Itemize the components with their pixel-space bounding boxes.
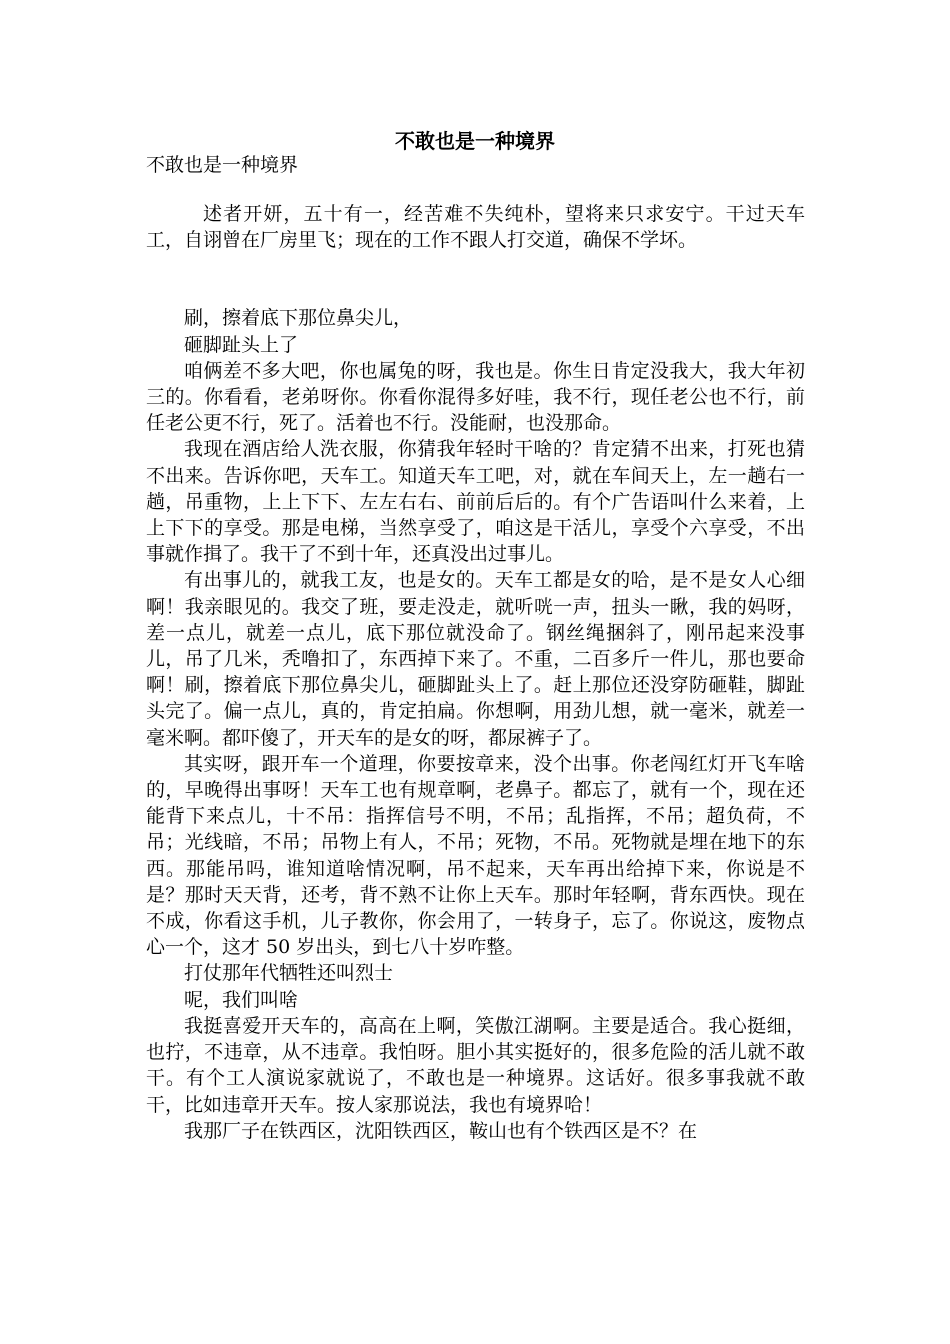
- body-paragraph: 其实呀，跟开车一个道理，你要按章来，没个出事。你老闯红灯开飞车啥的，早晚得出事呀！天车工也有规章啊，老鼻子。都忘了，就有一个，现在还能背下来点儿，十不吊：指挥信号不明，不吊；乱指挥，不吊；超负荷，不吊；光线暗，不吊；吊物上有人，不吊；死物，不吊。死物就是埋在地下的东西。那能吊吗，谁知道啥情况啊，吊不起来，天车再出给掉下来，你说是不是？那时天天背，还考，背不熟不让你上天车。那时年轻啊，背东西快。现在不成，你看这手机，儿子教你，你会用了，一转身子，忘了。你说这，废物点心一个，这才 50 岁出头，到七八十岁咋整。: [146, 752, 805, 959]
- body-paragraph: 刷，擦着底下那位鼻尖儿，: [184, 307, 413, 330]
- body-paragraph: 打仗那年代牺牲还叫烈士: [184, 962, 394, 985]
- document-title: 不敢也是一种境界: [395, 129, 555, 153]
- body-paragraph: 咱俩差不多大吧，你也属兔的呀，我也是。你生日肯定没我大，我大年初三的。你看看，老弟呀你。你看你混得多好哇，我不行，现任老公也不行，前任老公更不行，死了。活着也不行。没能耐，也没那命。: [146, 359, 805, 435]
- paragraph-gap: [146, 253, 805, 305]
- body-paragraph: 我现在酒店给人洗衣服，你猜我年轻时干啥的？肯定猜不出来，打死也猜不出来。告诉你吧，天车工。知道天车工吧，对，就在车间天上，左一趟右一趟，吊重物，上上下下、左左右右、前前后后的。有个广告语叫什么来着，上上下下的享受。那是电梯，当然享受了，咱这是干活儿，享受个六享受，不出事就作揖了。我干了不到十年，还真没出过事儿。: [146, 438, 805, 566]
- body-paragraph: 我挺喜爱开天车的，高高在上啊，笑傲江湖啊。主要是适合。我心挺细，也拧，不违章，从不违章。我怕呀。胆小其实挺好的，很多危险的活儿就不敢干。有个工人演说家就说了，不敢也是一种境界。这话好。很多事我就不敢干，比如违章开天车。按人家那说法，我也有境界哈！: [146, 1014, 805, 1116]
- intro-paragraph: 述者开妍，五十有一，经苦难不失纯朴，望将来只求安宁。干过天车工，自诩曾在厂房里飞；现在的工作不跟人打交道，确保不学坏。: [146, 203, 805, 252]
- body-paragraph: 呢，我们叫啥: [184, 988, 299, 1011]
- document-subtitle: 不敢也是一种境界: [146, 154, 299, 176]
- body-paragraph: 砸脚趾头上了: [184, 333, 299, 356]
- document-body: [146, 201, 805, 1144]
- body-paragraph: 我那厂子在铁西区，沈阳铁西区，鞍山也有个铁西区是不？在: [184, 1119, 698, 1142]
- body-paragraph: 有出事儿的，就我工友，也是女的。天车工都是女的哈，是不是女人心细啊！我亲眼见的。我交了班，要走没走，就听咣一声，扭头一瞅，我的妈呀，差一点儿，就差一点儿，底下那位就没命了。钢丝绳捆斜了，刚吊起来没事儿，吊了几米，秃噜扣了，东西掉下来了。不重，二百多斤一件儿，那也要命啊！刷，擦着底下那位鼻尖儿，砸脚趾头上了。赶上那位还没穿防砸鞋，脚趾头完了。偏一点儿，真的，肯定拍扁。你想啊，用劲儿想，就一毫米，就差一毫米啊。都吓傻了，开天车的是女的呀，都尿裤子了。: [146, 569, 805, 749]
